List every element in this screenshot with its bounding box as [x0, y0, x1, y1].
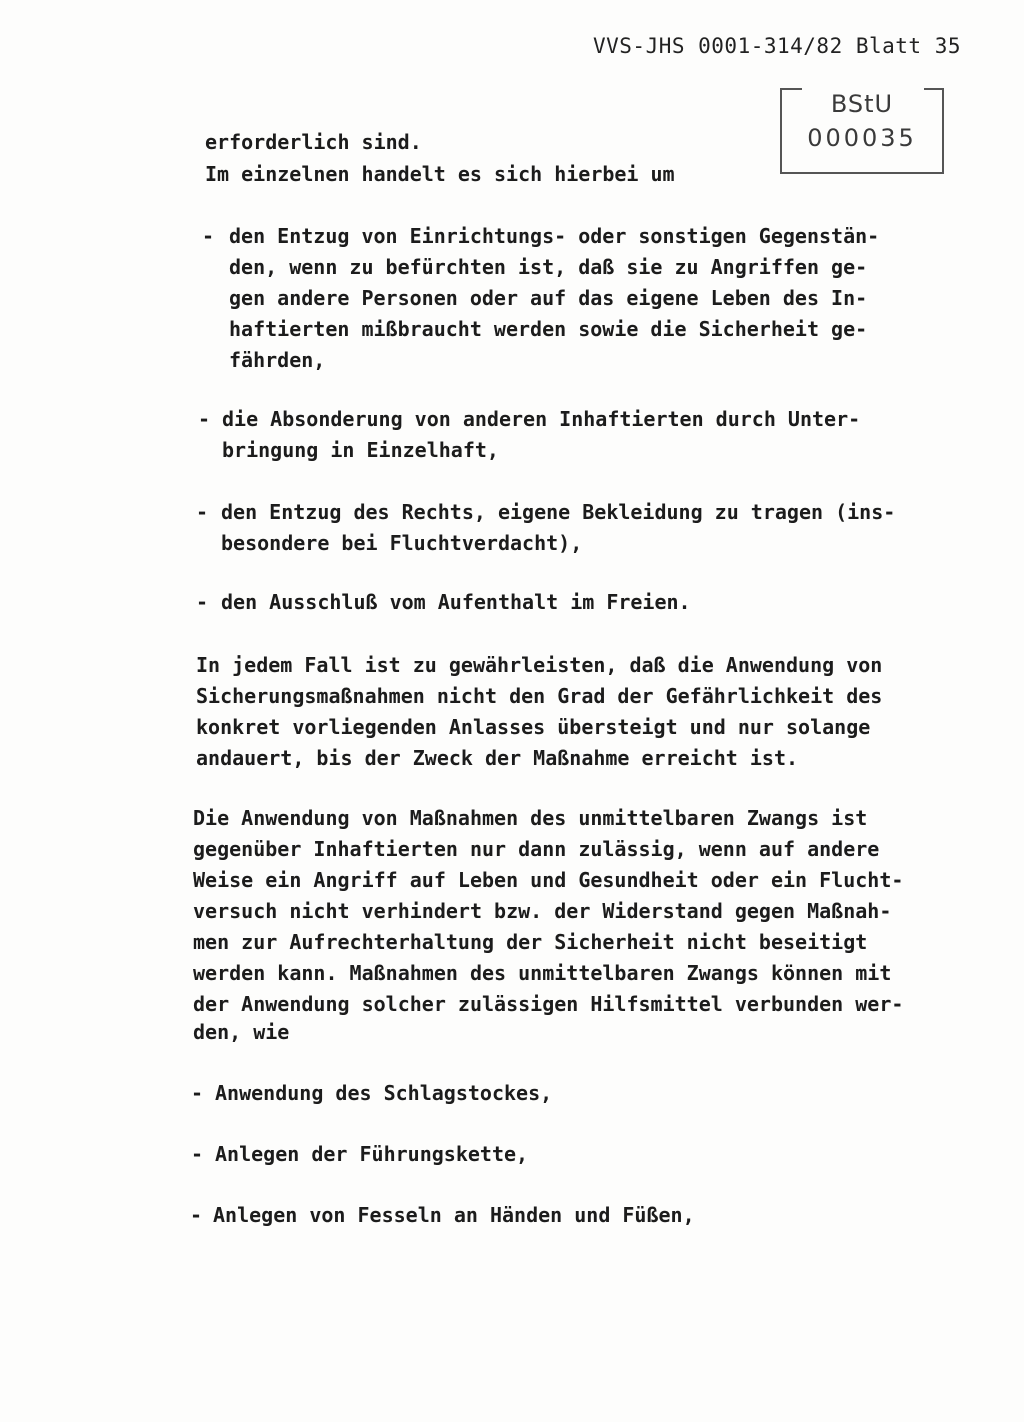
list-item-line: haftierten mißbraucht werden sowie die Sicherheit ge- — [229, 317, 868, 341]
paragraph-line: Weise ein Angriff auf Leben und Gesundheit oder ein Flucht- — [193, 868, 904, 892]
list-bullet: - — [198, 407, 211, 431]
list-bullet: - — [202, 224, 215, 248]
list-item-line: die Absonderung von anderen Inhaftierten durch Unter- — [222, 407, 861, 431]
paragraph-line: der Anwendung solcher zulässigen Hilfsmittel verbunden wer- — [193, 992, 904, 1016]
list-item-line: den Entzug von Einrichtungs- oder sonstigen Gegenstän- — [229, 224, 880, 248]
paragraph-line: Die Anwendung von Maßnahmen des unmittelbaren Zwangs ist — [193, 806, 868, 830]
list-item-line: Anwendung des Schlagstockes, — [215, 1081, 553, 1105]
list-item-line: den Entzug des Rechts, eigene Bekleidung zu tragen (ins- — [221, 500, 896, 524]
list-item-line: Anlegen der Führungskette, — [215, 1142, 529, 1166]
list-item-line: gen andere Personen oder auf das eigene Leben des In- — [229, 286, 868, 310]
paragraph-line: gegenüber Inhaftierten nur dann zulässig, wenn auf andere — [193, 837, 880, 861]
list-item-line: besondere bei Fluchtverdacht), — [221, 531, 583, 555]
document-reference-header: VVS-JHS 0001-314/82 Blatt 35 — [593, 34, 962, 58]
paragraph-line: In jedem Fall ist zu gewährleisten, daß die Anwendung von — [196, 653, 883, 677]
paragraph-line: den, wie — [193, 1020, 290, 1044]
list-bullet: - — [196, 590, 209, 614]
list-item-line: den Ausschluß vom Aufenthalt im Freien. — [221, 590, 691, 614]
list-item-line: bringung in Einzelhaft, — [222, 438, 499, 462]
list-bullet: - — [191, 1081, 204, 1105]
paragraph-line: men zur Aufrechterhaltung der Sicherheit nicht beseitigt — [193, 930, 868, 954]
stamp-number: 000035 — [807, 124, 917, 152]
archive-stamp — [780, 88, 944, 174]
list-bullet: - — [191, 1142, 204, 1166]
paragraph-line: werden kann. Maßnahmen des unmittelbaren Zwangs können mit — [193, 961, 892, 985]
paragraph-line: versuch nicht verhindert bzw. der Widerstand gegen Maßnah- — [193, 899, 892, 923]
list-bullet: - — [190, 1203, 203, 1227]
list-bullet: - — [196, 500, 209, 524]
intro-line: Im einzelnen handelt es sich hierbei um — [205, 162, 675, 186]
intro-line: erforderlich sind. — [205, 130, 422, 154]
paragraph-line: andauert, bis der Zweck der Maßnahme erreicht ist. — [196, 746, 799, 770]
list-item-line: Anlegen von Fesseln an Händen und Füßen, — [213, 1203, 695, 1227]
list-item-line: fährden, — [229, 348, 326, 372]
stamp-title: BStU — [830, 90, 894, 118]
list-item-line: den, wenn zu befürchten ist, daß sie zu Angriffen ge- — [229, 255, 868, 279]
paragraph-line: Sicherungsmaßnahmen nicht den Grad der Gefährlichkeit des — [196, 684, 883, 708]
paragraph-line: konkret vorliegenden Anlasses übersteigt und nur solange — [196, 715, 871, 739]
